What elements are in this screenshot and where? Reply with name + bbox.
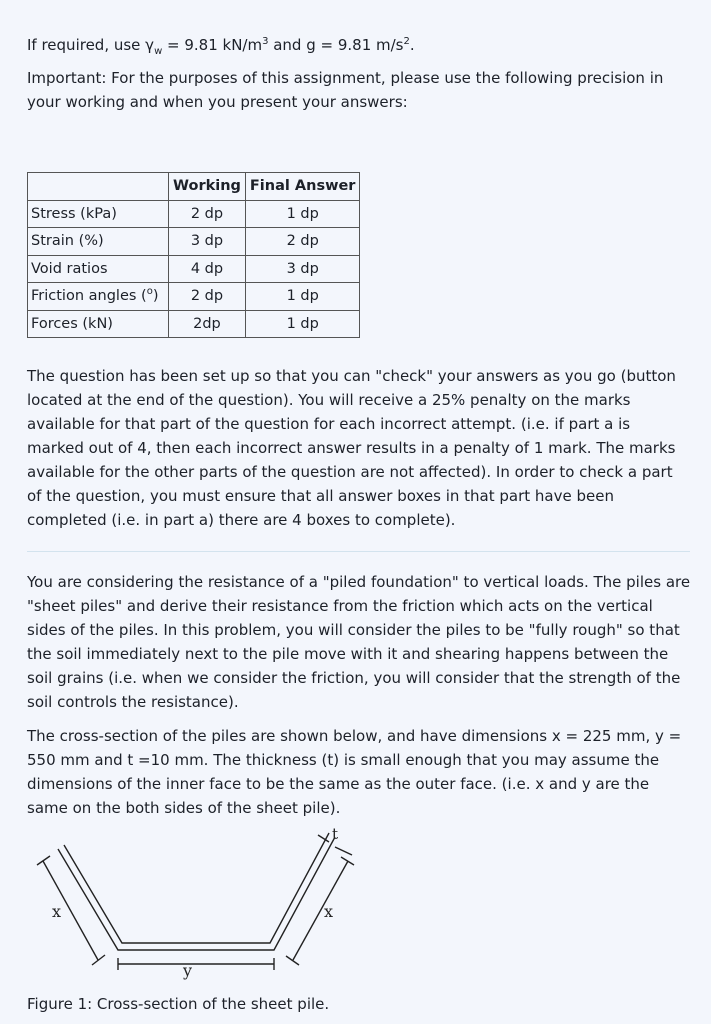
req-prefix: If required, use γ	[27, 36, 155, 54]
row-final: 1 dp	[245, 283, 360, 311]
required-constants	[27, 33, 415, 57]
row-working: 2 dp	[169, 200, 246, 228]
req-sup: 3	[262, 36, 269, 47]
important-note: Important: For the purposes of this assignment, please use the following precision in your working and when you present your answers:	[27, 69, 664, 111]
sheet-pile-figure	[30, 825, 370, 985]
table-row	[28, 200, 360, 228]
label-x-left: x	[52, 902, 62, 921]
table-row	[28, 228, 360, 256]
row-label-end: )	[152, 288, 159, 305]
row-working: 2 dp	[169, 283, 246, 311]
req-mid2: and g = 9.81 m/s	[268, 36, 404, 54]
row-final: 1 dp	[245, 310, 360, 338]
header-blank	[28, 173, 169, 201]
row-final: 3 dp	[245, 255, 360, 283]
dim-x-right-tick-bottom	[286, 956, 299, 965]
dim-x-left-tick-top	[37, 856, 50, 865]
problem-description: You are considering the resistance of a "piled foundation" to vertical loads. The piles are "sheet piles" and derive their resistance from the friction which acts on the vertical sides of the piles. In this problem, you will consider the piles to be "fully rough" so that the soil immediately next to the pile move with it and shearing happens between the soil grains (i.e. when we consider the friction, you will consider that the strength of the soil controls the resistance).	[27, 573, 691, 711]
req-mid: = 9.81 kN/m	[162, 36, 263, 54]
row-label: Void ratios	[28, 255, 169, 283]
dim-x-right-line	[293, 861, 348, 960]
row-label	[28, 283, 169, 311]
header-working: Working	[169, 173, 246, 201]
table-row	[28, 283, 360, 311]
table-header-row	[28, 173, 360, 201]
label-t: t	[332, 825, 339, 843]
row-final: 2 dp	[245, 228, 360, 256]
figure-caption: Figure 1: Cross-section of the sheet pile.	[27, 995, 330, 1013]
table-row	[28, 255, 360, 283]
degree-sup: o	[146, 286, 153, 298]
row-working: 2dp	[169, 310, 246, 338]
header-final-answer: Final Answer	[245, 173, 360, 201]
row-final: 1 dp	[245, 200, 360, 228]
req-sup2: 2	[403, 36, 410, 47]
table-row	[28, 310, 360, 338]
row-working: 3 dp	[169, 228, 246, 256]
pile-outer-line	[58, 837, 335, 950]
req-sub: w	[154, 46, 163, 57]
precision-table	[27, 172, 360, 338]
dim-x-right-tick-top	[341, 857, 354, 865]
dim-x-left-tick-bottom	[92, 955, 105, 965]
check-instructions: The question has been set up so that you can "check" your answers as you go (button located at the end of the question). You will receive a 25% penalty on the marks available for that part of the question for each incorrect attempt. (i.e. if part a is marked out of 4, then each incorrect answer results in a penalty of 1 mark. The marks available for the other parts of the question are not affected). In order to check a part of the question, you must ensure that all answer boxes in that part have been completed (i.e. in part a) there are 4 boxes to complete).	[27, 367, 676, 529]
label-y: y	[183, 961, 193, 980]
label-x-right: x	[324, 902, 334, 921]
req-end: .	[409, 36, 415, 54]
row-label: Forces (kN)	[28, 310, 169, 338]
row-label: Stress (kPa)	[28, 200, 169, 228]
dimensions-description: The cross-section of the piles are shown below, and have dimensions x = 225 mm, y = 550 mm and t =10 mm. The thickness (t) is small enough that you may assume the dimensions of the inner face to be the same as the outer face. (i.e. x and y are the same on the both sides of the sheet pile).	[27, 727, 682, 817]
row-working: 4 dp	[169, 255, 246, 283]
row-label-text: Friction angles (	[31, 288, 147, 305]
row-label: Strain (%)	[28, 228, 169, 256]
dim-t-arrow-right	[335, 847, 352, 855]
section-divider	[27, 551, 690, 552]
